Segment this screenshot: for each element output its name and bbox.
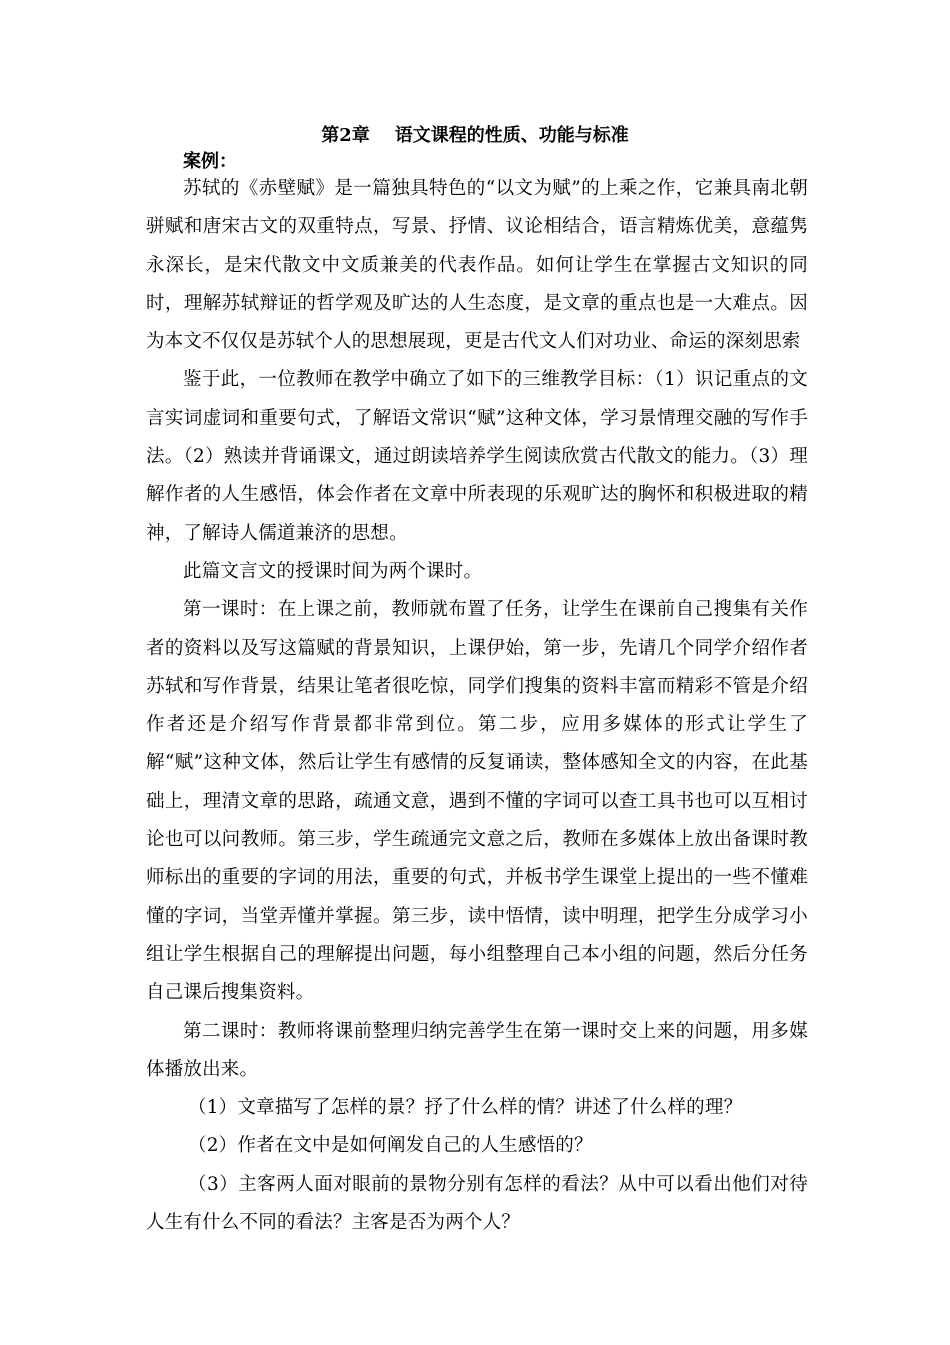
question-item: （2）作者在文中是如何阐发自己的人生感悟的？ <box>188 1135 593 1157</box>
paragraph-intro: 苏轼的《赤壁赋》是一篇独具特色的“以文为赋”的上乘之作，它兼具南北朝骈赋和唐宋古文的双重特点，写景、抒情、议论相结合，语言精炼优美，意蕴隽永深长，是宋代散文中文质兼美的代表作品。如何让学生在掌握古文知识的同时，理解苏轼辩证的哲学观及旷达的人生态度，是文章的重点也是一大难点。因为本文不仅仅是苏轼个人的思想展现，更是古代文人们对功业、命运的深刻思索 <box>146 178 808 353</box>
paragraph-schedule: 此篇文言文的授课时间为两个课时。 <box>183 560 483 582</box>
paragraph-lesson-one: 第一课时：在上课之前，教师就布置了任务，让学生在课前自己搜集有关作者的资料以及写这篇赋的背景知识，上课伊始，第一步，先请几个同学介绍作者苏轼和写作背景，结果让笔者很吃惊，同学们搜集的资料丰富而精彩不管是介绍作者还是介绍写作背景都非常到位。第二步，应用多媒体的形式让学生了解“赋”这种文体，然后让学生有感情的反复诵读，整体感知全文的内容，在此基础上，理清文章的思路，疏通文意，遇到不懂的字词可以查工具书也可以互相讨论也可以问教师。第三步，学生疏通完文意之后，教师在多媒体上放出备课时教师标出的重要的字词的用法，重要的句式，并板书学生课堂上提出的一些不懂难懂的字词，当堂弄懂并掌握。第三步，读中悟情，读中明理，把学生分成学习小组让学生根据自己的理解提出问题，每小组整理自己本小组的问题，然后分任务自己课后搜集资料。 <box>146 599 808 1004</box>
question-item: （3）主客两人面对眼前的景物分别有怎样的看法？从中可以看出他们对待人生有什么不同的看法？主客是否为两个人？ <box>146 1173 808 1234</box>
paragraph-objectives: 鉴于此，一位教师在教学中确立了如下的三维教学目标：（1）识记重点的文言实词虚词和重要句式，了解语文常识“赋”这种文体，学习景情理交融的写作手法。（2）熟读并背诵课文，通过朗读培养学生阅读欣赏古代散文的能力。（3）理解作者的人生感悟，体会作者在文章中所表现的乐观旷达的胸怀和积极进取的精神，了解诗人儒道兼济的思想。 <box>146 369 808 544</box>
chapter-title: 第2章 语文课程的性质、功能与标准 <box>321 125 629 146</box>
paragraph-lesson-two: 第二课时：教师将课前整理归纳完善学生在第一课时交上来的问题，用多媒体播放出来。 <box>146 1020 808 1080</box>
case-heading: 案例： <box>183 151 237 172</box>
document-body <box>146 170 808 1242</box>
question-item: （1）文章描写了怎样的景？抒了什么样的情？讲述了什么样的理？ <box>188 1097 743 1119</box>
